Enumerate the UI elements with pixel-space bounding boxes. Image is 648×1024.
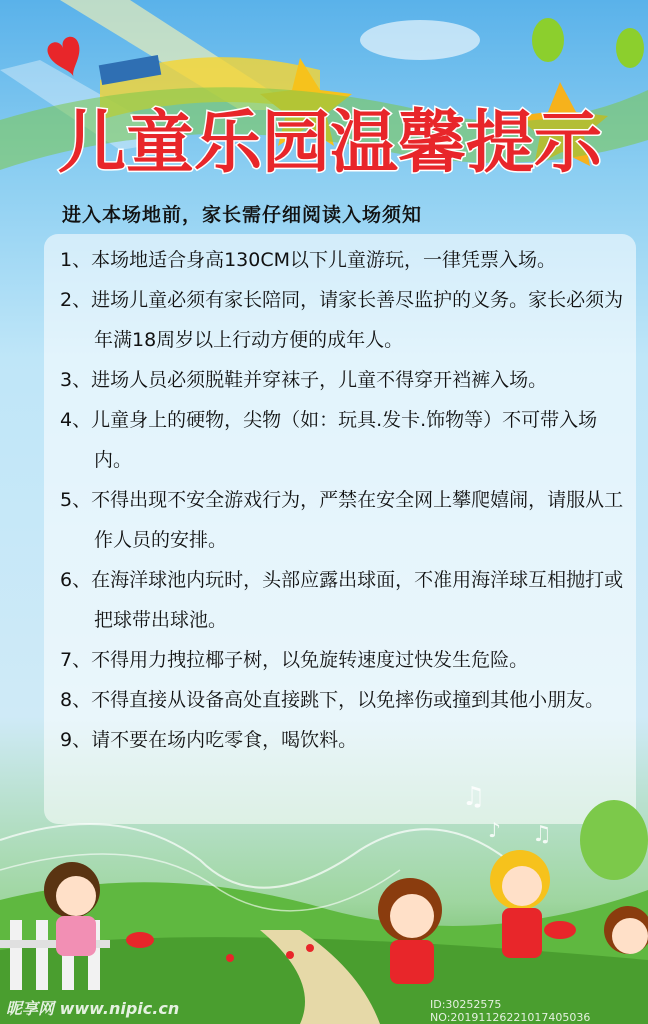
rule-item: 9、请不要在场内吃零食，喝饮料。	[60, 729, 358, 751]
poster-subtitle: 进入本场地前，家长需仔细阅读入场须知	[62, 204, 423, 226]
rule-item: 1、本场地适合身高130CM以下儿童游玩，一律凭票入场。	[60, 249, 557, 271]
rule-item: 6、在海洋球池内玩时，头部应露出球面，不准用海洋球互相抛打或把球带出球池。	[60, 569, 624, 631]
rule-item: 8、不得直接从设备高处直接跳下，以免摔伤或撞到其他小朋友。	[60, 689, 605, 711]
rule-item: 7、不得用力拽拉椰子树，以免旋转速度过快发生危险。	[60, 649, 529, 671]
music-note-icon: ♫	[462, 782, 486, 812]
playground-illustration	[0, 780, 648, 1024]
music-note-icon: ♪	[488, 818, 501, 842]
rule-item: 2、进场儿童必须有家长陪同，请家长善尽监护的义务。家长必须为年满18周岁以上行动方便的成年人。	[60, 289, 624, 351]
watermark-site: 昵享网 www.nipic.cn	[6, 999, 180, 1018]
poster-title	[30, 88, 630, 188]
poster-title-text: 儿童乐园温馨提示	[57, 104, 603, 183]
watermark-id: ID:30252575 NO:20191126221017405036	[430, 998, 591, 1024]
rule-item: 3、进场人员必须脱鞋并穿袜子，儿童不得穿开裆裤入场。	[60, 369, 548, 391]
music-note-icon: ♫	[532, 822, 552, 847]
rule-item: 5、不得出现不安全游戏行为，严禁在安全网上攀爬嬉闹，请服从工作人员的安排。	[60, 489, 624, 551]
rules-list	[60, 240, 630, 760]
rule-item: 4、儿童身上的硬物，尖物（如：玩具.发卡.饰物等）不可带入场内。	[60, 409, 598, 471]
